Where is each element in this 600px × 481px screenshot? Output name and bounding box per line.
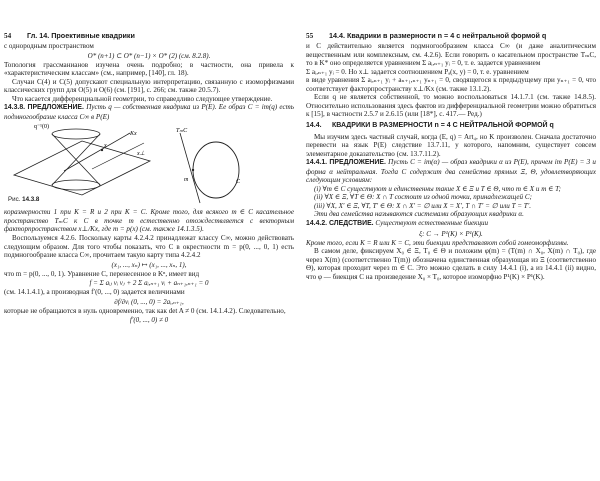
proposition (4, 103, 294, 121)
figure-label: q⁻¹(0) (34, 124, 49, 131)
formula: f′(0, ..., 0) ≠ 0 (129, 316, 169, 325)
figure-label: TₘC (176, 128, 188, 135)
formula: f = Σ aᵢⱼ vᵢ vⱼ + 2 Σ aᵢ,ₙ₊₁ vᵢ + aₙ₊₁,ₙ₊₁ = 0 (89, 279, 209, 288)
figure-label: x (104, 143, 107, 150)
paragraph: с однородным пространством (4, 42, 94, 50)
list-item: (i) ∀m ∈ C существуют и единственны такие X ∈ Ξ и T ∈ Θ, что m ∈ X и m ∈ T; (314, 184, 561, 193)
paragraph: Топология грассманианов изучена очень подробно; в частности, она привела к «характеристическим классам» (см., например, [140], гл. 18). (4, 60, 294, 78)
paragraph: Кроме того, если K = R или K = C, эти биекции представляют собой гомеоморфизмы. (306, 238, 569, 247)
formula: O* (n+1) ⊂ O* (n−1) × O* (2) (см. 8.2.8). (87, 51, 211, 60)
chapter-title: Гл. 14. Проективные квадрики (26, 31, 135, 40)
paragraph: Эти два семейства называются системами образующих квадрики α. (314, 210, 524, 219)
paragraph: в виде уравнения Σ aᵢ,ₙ₊₁ yᵢ + aₙ₊₁,ₙ₊₁ yₙ₊₁ = 0, сводящегося к предыдущему при yₙ₊₁ = 0, что соответствует факторпространству x⊥/Kx (см. также 13.1.2). (306, 76, 596, 93)
proposition-label: 14.4.1. ПРЕДЛОЖЕНИЕ. (306, 159, 386, 167)
running-head (4, 31, 294, 42)
formula: ∂f/∂vᵢ (0, ..., 0) = 2aᵢ,ₙ₊₁, (114, 297, 184, 306)
paragraph: коразмерности 1 при K = R и 2 при K = C. Кроме того, для всякого m ∈ C касательное пространство TₘC к C в точке m естественно отождествляется с векторным факторпространством x⊥/Kx, где m = p(x) (см. также 14.1.3.5). (4, 208, 294, 234)
list-item: (ii) ∀X ∈ Ξ, ∀T ∈ Θ: X ∩ T состоит из одной точки, принадлежащей C; (314, 193, 532, 202)
formula: (x₁, ..., xₙ) ↦ (x₁, ..., xₙ, 1), (111, 260, 187, 269)
paragraph: которые не обращаются в нуль одновременно, так как det A ≠ 0 (см. 14.1.4.2). Следовательно, (4, 306, 286, 315)
section-heading (306, 122, 596, 131)
figure-14-3-8 (4, 123, 294, 207)
paragraph: что m = p(0, ..., 0, 1). Уравнение C, перенесенное в Kⁿ, имеет вид (4, 269, 200, 278)
page-number: 55 (306, 32, 314, 40)
paragraph: Мы изучим здесь частный случай, когда (E, q) = Art₄, но K произволен. Сначала достаточно перевести на язык P(E) следствие 13.7.11, у которого, напомним, существует совсем элементарное доказательство (см. 13.7.11.2). (306, 132, 596, 158)
section-number: 14.4. (306, 121, 322, 129)
paragraph: Случаи C(4) и C(5) допускают специальную интерпретацию, связанную с изоморфизмами классических групп для O(5) и O(6) (см. [191], с. 266; см. также 20.5.7). (4, 77, 294, 95)
section-running-title: 14.4. Квадрики в размерности n = 4 с нейтральной формой q (328, 31, 547, 40)
list-item: (iii) ∀X, X′ ∈ Ξ, ∀T, T′ ∈ Θ: X ∩ X′ = ∅ или X = X′, T ∩ T′ = ∅ или T = T′. (314, 201, 532, 210)
formula: ξ: C → P¹(K) × P¹(K). (419, 229, 483, 238)
paragraph: В самом деле, фиксируем X₀ ∈ Ξ, T₀ ∈ Θ и положим φ(m) = (T(m) ∩ X₀, X(m) ∩ T₀), где через X(m) (соответственно T(m)) обозначена единственная образующая из Ξ (соответственно Θ), которая проходит через m ∈ C. Это можно сделать в силу 14.4.1 (i), а из 14.4.1 (ii) видно, что φ — биекция C на произведение X₀ × T₀, которое изоморфно P¹(K) × P¹(K). (306, 247, 596, 281)
left-page (4, 0, 294, 481)
paragraph: и C действительно является подмногообразием класса C∞ (и даже аналитическим вещественным или комплексным, см. 4.2.6). Если говорить о касательном пространстве TₘC, то в K* оно определяется уравнением Σ aᵢ,ₙ₊₁ yᵢ = 0, т. е. задается уравнением (306, 42, 596, 68)
figure-label: C (236, 179, 241, 186)
figure-drawing (4, 123, 294, 207)
corollary (306, 219, 596, 229)
figure-caption: Рис. 14.3.8 (8, 196, 40, 204)
corollary-text: Существуют естественные биекции (375, 218, 489, 227)
right-page (306, 0, 596, 481)
figure-label: m (184, 177, 189, 184)
section-title: КВАДРИКИ В РАЗМЕРНОСТИ n = 4 С НЕЙТРАЛЬНОЙ ФОРМОЙ q (332, 121, 554, 129)
paragraph: Что касается дифференциальной геометрии, то справедливо следующее утверждение. (12, 94, 273, 103)
paragraph: Σ aᵢ,ₙ₊₁ yᵢ = 0. Но x⊥ задается соотношением Pₐ(x, y) = 0, т. е. уравнением (306, 67, 529, 76)
proposition-text: Пусть q — собственная квадрика из P(E). Ее образ C = im(q) есть подмногообразие класса C∞ в P(E) (4, 103, 294, 121)
figure-label: Kx (130, 131, 137, 138)
paragraph: Если q не является собственной, то можно воспользоваться 14.1.7.1 (см. также 14.8.5). Относительно использования здесь фактов из дифференциальной геометрии можно обратиться к [15], в частности 2.5.7 и 2.6.15 (или [18*], с. 417.— Ред.) (306, 93, 596, 119)
page-number: 54 (4, 32, 12, 40)
paragraph: (см. 14.1.4.1), а производная f′(0, ..., 0) задается величинами (4, 288, 185, 297)
corollary-label: 14.4.2. СЛЕДСТВИЕ. (306, 219, 374, 227)
proposition-text: Пусть C = im(α) — образ квадрики α из P(E), причем im P(E) = 3 и форма α нейтральная. Тогда C содержит два семейства прямых Ξ, Θ, удовлетворяющих следующим условиям: (306, 158, 596, 185)
running-head (306, 31, 596, 42)
paragraph: Воспользуемся 4.2.6. Поскольку карты 4.2.4.2 принадлежат классу C∞, можно действовать следующим образом. Для того чтобы показать, что C в окрестности m = p(0, ..., 0, 1) есть подмногообразие класса C∞, прочитаем такую карту типа 4.2.4.2 (4, 234, 294, 260)
proposition-label: 14.3.8. ПРЕДЛОЖЕНИЕ. (4, 104, 84, 112)
proposition (306, 158, 596, 185)
figure-label: x⊥ (137, 151, 145, 158)
